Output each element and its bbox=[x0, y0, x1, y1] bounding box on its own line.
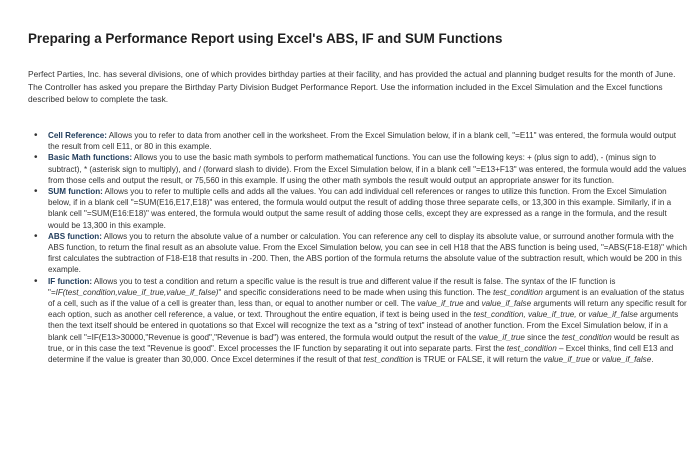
description-text: . bbox=[651, 355, 654, 365]
page-title: Preparing a Performance Report using Excel's ABS, IF and SUM Functions bbox=[28, 31, 503, 46]
list-item bbox=[28, 152, 688, 186]
italic-text: test_condition bbox=[506, 343, 557, 353]
function-term: SUM function: bbox=[48, 187, 103, 197]
description-text: " and specific considerations need to be made when using this function. The bbox=[218, 287, 493, 297]
italic-text: value_if_true bbox=[478, 332, 525, 342]
description-text: is TRUE or FALSE, it will return the bbox=[413, 355, 544, 365]
italic-text: value_if_false bbox=[588, 310, 638, 320]
function-list bbox=[28, 130, 688, 365]
function-term: IF function: bbox=[48, 276, 93, 286]
description-text: argument is an evaluation of the status of a cell, such as if the value of a cell is greater than, less than, or equal to another number or cell. The bbox=[48, 287, 685, 309]
list-item bbox=[28, 276, 688, 366]
description-text: Allows you to return the absolute value of a number or calculation. You can reference any cell to display its absolute value, or surround another formula with the ABS function, to return the final result as an absolute value. From the Excel Simulation below, you can see in cell H18 that the ABS function is being used, "=ABS(F18-E18)" which first calculates the subtraction of F18-E18 that results in -200. Then, the ABS portion of the formula returns the absolute value of the subtraction result, which would be 200 in this example. bbox=[48, 231, 687, 275]
italic-text: test_condition bbox=[492, 287, 543, 297]
italic-text: value_if_true bbox=[417, 299, 464, 309]
italic-text: value_if_false bbox=[481, 299, 532, 309]
italic-text: test_condition, value_if_true, bbox=[473, 310, 577, 320]
description-text: Allows you to refer to data from another cell in the worksheet. From the Excel Simulation below, if in a blank cell, "=E11" was entered, the formula would output the result from cell E11, or 80 in this example. bbox=[48, 131, 677, 152]
description-text: would be result as true, or in this case the text "Revenue is good". Excel processes the IF function by separating it out into separate parts. First the bbox=[48, 332, 680, 353]
italic-text: test_condition bbox=[561, 332, 612, 342]
italic-text: test_condition bbox=[363, 355, 414, 365]
list-item bbox=[28, 186, 688, 231]
description-text: Allows you to test a condition and return a specific value is the result is true and different value if the result is false. The syntax of the IF function is " bbox=[48, 276, 616, 297]
description-text: – Excel thinks, find cell E13 and determine if the value is greater than 30,000. Once Excel determines if the result of that bbox=[48, 343, 674, 365]
description-text: arguments will return any specific result for each option, such as another cell reference, a value, or text. Throughout the entire equation, if text is being used in the bbox=[48, 299, 687, 320]
description-text: or bbox=[576, 310, 589, 320]
intro-paragraph: Perfect Parties, Inc. has several divisions, one of which provides birthday parties at their facility, and has provided the actual and planning budget results for the month of June. The Controller has asked you prepare the Birthday Party Division Budget Performance Report. Use the information included in the Excel Simulation and the Excel functions described below to complete the task. bbox=[28, 69, 676, 104]
description-text: and bbox=[463, 299, 482, 309]
italic-text: value_if_true bbox=[543, 355, 590, 365]
italic-text: value_if_false bbox=[601, 355, 652, 365]
function-term: Basic Math functions: bbox=[48, 153, 133, 163]
list-item bbox=[28, 130, 688, 152]
italic-text: =IF(test_condition,value_if_true,value_if_false) bbox=[50, 287, 219, 297]
function-term: ABS function: bbox=[48, 231, 102, 241]
function-term: Cell Reference: bbox=[48, 131, 107, 140]
list-item bbox=[28, 231, 688, 276]
description-text: or bbox=[590, 355, 602, 365]
description-text: Allows you to refer to multiple cells and adds all the values. You can add individual cell references or ranges to utilize this function. From the Excel Simulation below, if in a blank cell "=SUM(E16,E17,E18)" was entered, the formula would output the result of adding those three separate cells, or 13,300 in this example. Similarly, if in a blank cell "=SUM(E16:E18)" was entered, the formula would output the same result of adding those cells, except they are expressed as a range in the formula, and the result would be 13,300 in this example. bbox=[48, 187, 672, 230]
description-text: since the bbox=[524, 332, 562, 342]
description-text: Allows you to use the basic math symbols to perform mathematical functions. You can use the following keys: + (plus sign to add), - (minus sign to subtract), * (asterisk sign to multiply), and / (forward slash to divide). From the Excel Simulation below, if in a blank cell "=E13+F13" was entered, the formula would add the values from those cells and output the result, or 75,560 in this example. If using the other math symbols the result would output an appropriate answer for its function. bbox=[48, 153, 687, 185]
description-text: arguments then the text itself should be entered in quotations so that Excel will recognize the text as a "string of text" instead of another function. From the Excel Simulation below, if in a blank cell "=IF(E13>30000,"Revenue is good","Revenue is bad") was entered, the formula would output the result of the bbox=[48, 310, 679, 342]
